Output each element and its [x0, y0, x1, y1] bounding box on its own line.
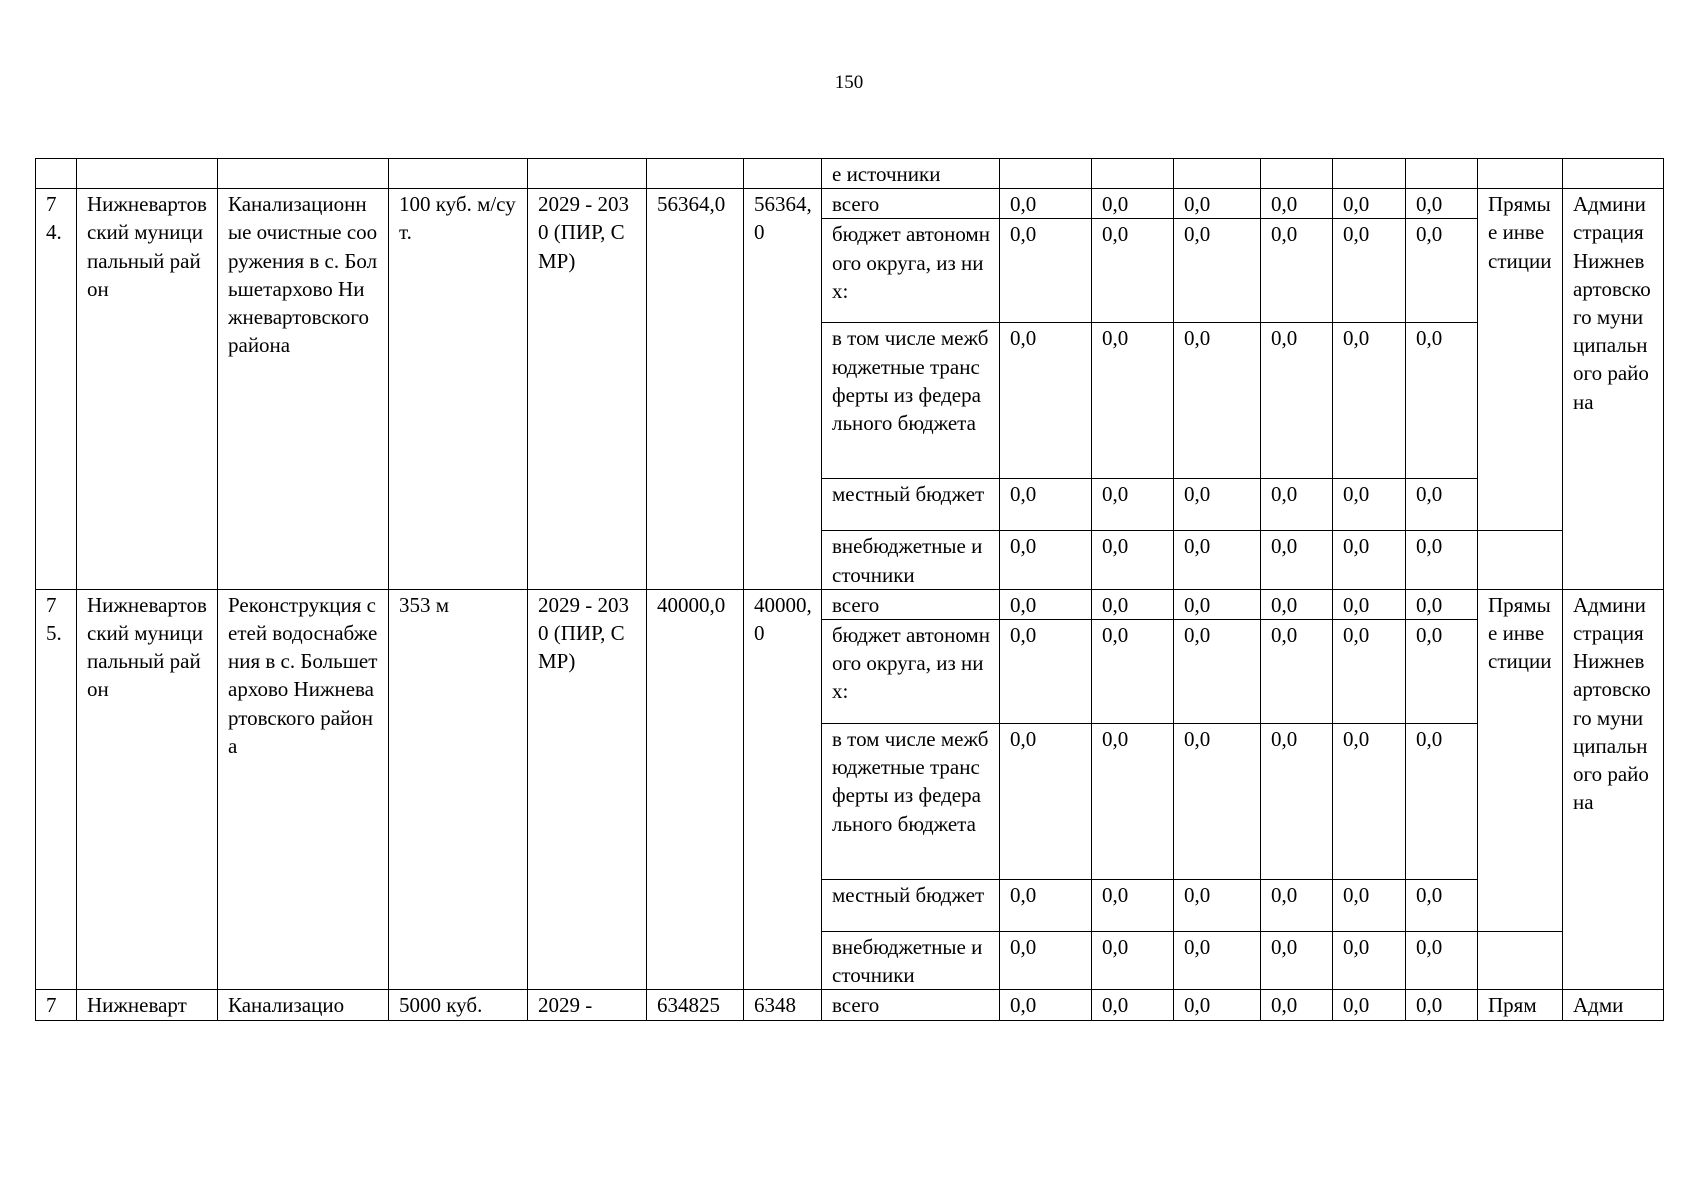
empty-cell	[1092, 159, 1174, 189]
value-cell: 0,0	[1000, 219, 1092, 323]
value-cell: 0,0	[1092, 724, 1174, 880]
value-cell: 0,0	[1333, 620, 1406, 724]
value-cell: 0,0	[1406, 479, 1478, 531]
cost-remaining-cell: 40000,0	[744, 589, 822, 990]
value-cell: 0,0	[1406, 531, 1478, 589]
value-cell: 0,0	[1000, 531, 1092, 589]
value-cell: 0,0	[1406, 990, 1478, 1020]
value-cell: 0,0	[1000, 724, 1092, 880]
value-cell: 0,0	[1174, 990, 1261, 1020]
value-cell: 0,0	[1261, 880, 1333, 932]
value-cell: 0,0	[1406, 323, 1478, 479]
value-cell: 0,0	[1406, 189, 1478, 219]
empty-cell	[218, 159, 389, 189]
value-cell: 0,0	[1092, 932, 1174, 990]
source-cell: местный бюджет	[822, 880, 1000, 932]
cost-total-cell: 56364,0	[647, 189, 744, 590]
investment-form-cell: Прям	[1478, 990, 1563, 1020]
value-cell: 0,0	[1261, 589, 1333, 619]
empty-cell	[389, 159, 528, 189]
investment-form-cell: Прямые инвестиции	[1478, 189, 1563, 531]
table-row	[36, 990, 1664, 1020]
value-cell: 0,0	[1261, 932, 1333, 990]
value-cell: 0,0	[1333, 990, 1406, 1020]
value-cell: 0,0	[1092, 531, 1174, 589]
value-cell: 0,0	[1406, 620, 1478, 724]
row-number: 74.	[36, 189, 77, 590]
value-cell: 0,0	[1000, 479, 1092, 531]
empty-cell	[1261, 159, 1333, 189]
empty-cell	[647, 159, 744, 189]
capacity-cell: 353 м	[389, 589, 528, 990]
cost-remaining-cell: 56364,0	[744, 189, 822, 590]
source-cell: всего	[822, 589, 1000, 619]
value-cell: 0,0	[1406, 880, 1478, 932]
empty-cell	[528, 159, 647, 189]
value-cell: 0,0	[1000, 932, 1092, 990]
source-cell: местный бюджет	[822, 479, 1000, 531]
empty-cell	[1000, 159, 1092, 189]
empty-cell	[77, 159, 218, 189]
table-row	[36, 589, 1664, 619]
value-cell: 0,0	[1174, 932, 1261, 990]
value-cell: 0,0	[1406, 589, 1478, 619]
value-cell: 0,0	[1000, 880, 1092, 932]
municipality-cell: Нижневарт	[77, 990, 218, 1020]
value-cell: 0,0	[1092, 880, 1174, 932]
source-cell: в том числе межбюджетные трансферты из федерального бюджета	[822, 724, 1000, 880]
object-name-cell: Канализационные очистные сооружения в с. Большетархово Нижневартовского района	[218, 189, 389, 590]
page-number: 150	[834, 72, 864, 93]
value-cell: 0,0	[1092, 219, 1174, 323]
source-cell: бюджет автономного округа, из них:	[822, 219, 1000, 323]
value-cell: 0,0	[1333, 589, 1406, 619]
source-cell: всего	[822, 189, 1000, 219]
row-number: 75.	[36, 589, 77, 990]
capacity-cell: 100 куб. м/сут.	[389, 189, 528, 590]
value-cell: 0,0	[1000, 323, 1092, 479]
object-name-cell: Канализацио	[218, 990, 389, 1020]
value-cell: 0,0	[1406, 219, 1478, 323]
table-body	[36, 159, 1664, 1021]
value-cell: 0,0	[1092, 589, 1174, 619]
cost-total-cell: 40000,0	[647, 589, 744, 990]
period-cell: 2029 - 2030 (ПИР, СМР)	[528, 189, 647, 590]
value-cell: 0,0	[1333, 724, 1406, 880]
value-cell: 0,0	[1000, 189, 1092, 219]
value-cell: 0,0	[1261, 724, 1333, 880]
capacity-cell: 5000 куб.	[389, 990, 528, 1020]
value-cell: 0,0	[1092, 990, 1174, 1020]
period-cell: 2029 - 2030 (ПИР, СМР)	[528, 589, 647, 990]
value-cell: 0,0	[1174, 189, 1261, 219]
table-row	[36, 159, 1664, 189]
value-cell: 0,0	[1092, 323, 1174, 479]
value-cell: 0,0	[1261, 219, 1333, 323]
value-cell: 0,0	[1333, 219, 1406, 323]
table-row	[36, 189, 1664, 219]
value-cell: 0,0	[1261, 620, 1333, 724]
municipality-cell: Нижневартовский муниципальный район	[77, 189, 218, 590]
value-cell: 0,0	[1261, 189, 1333, 219]
value-cell: 0,0	[1261, 323, 1333, 479]
value-cell: 0,0	[1000, 990, 1092, 1020]
value-cell: 0,0	[1261, 531, 1333, 589]
value-cell: 0,0	[1406, 724, 1478, 880]
source-cell: в том числе межбюджетные трансферты из федерального бюджета	[822, 323, 1000, 479]
value-cell: 0,0	[1092, 620, 1174, 724]
source-cell: всего	[822, 990, 1000, 1020]
period-cell: 2029 -	[528, 990, 647, 1020]
value-cell: 0,0	[1174, 479, 1261, 531]
value-cell: 0,0	[1174, 219, 1261, 323]
empty-cell	[744, 159, 822, 189]
value-cell: 0,0	[1174, 880, 1261, 932]
value-cell: 0,0	[1092, 479, 1174, 531]
source-cell: внебюджетные источники	[822, 531, 1000, 589]
empty-cell	[1478, 932, 1563, 990]
value-cell: 0,0	[1261, 479, 1333, 531]
investment-form-cell: Прямые инвестиции	[1478, 589, 1563, 931]
value-cell: 0,0	[1092, 189, 1174, 219]
source-cell: бюджет автономного округа, из них:	[822, 620, 1000, 724]
value-cell: 0,0	[1174, 323, 1261, 479]
source-cell: внебюджетные источники	[822, 932, 1000, 990]
value-cell: 0,0	[1333, 189, 1406, 219]
value-cell: 0,0	[1333, 932, 1406, 990]
responsible-cell: Адми	[1563, 990, 1664, 1020]
empty-cell	[1478, 159, 1563, 189]
value-cell: 0,0	[1000, 620, 1092, 724]
investment-table	[35, 158, 1664, 1021]
cost-total-cell: 634825	[647, 990, 744, 1020]
value-cell: 0,0	[1333, 323, 1406, 479]
source-cell: е источники	[822, 159, 1000, 189]
responsible-cell: Администрация Нижневартовского муниципального района	[1563, 589, 1664, 990]
value-cell: 0,0	[1333, 531, 1406, 589]
cost-remaining-cell: 6348	[744, 990, 822, 1020]
object-name-cell: Реконструкция сетей водоснабжения в с. Большетархово Нижневартовского района	[218, 589, 389, 990]
empty-cell	[1406, 159, 1478, 189]
value-cell: 0,0	[1261, 990, 1333, 1020]
value-cell: 0,0	[1333, 880, 1406, 932]
value-cell: 0,0	[1000, 589, 1092, 619]
empty-cell	[1174, 159, 1261, 189]
municipality-cell: Нижневартовский муниципальный район	[77, 589, 218, 990]
empty-cell	[1333, 159, 1406, 189]
row-number: 7	[36, 990, 77, 1020]
value-cell: 0,0	[1174, 531, 1261, 589]
empty-cell	[1563, 159, 1664, 189]
value-cell: 0,0	[1174, 589, 1261, 619]
empty-cell	[1478, 531, 1563, 589]
value-cell: 0,0	[1406, 932, 1478, 990]
value-cell: 0,0	[1333, 479, 1406, 531]
value-cell: 0,0	[1174, 724, 1261, 880]
responsible-cell: Администрация Нижневартовского муниципального района	[1563, 189, 1664, 590]
empty-cell	[36, 159, 77, 189]
value-cell: 0,0	[1174, 620, 1261, 724]
